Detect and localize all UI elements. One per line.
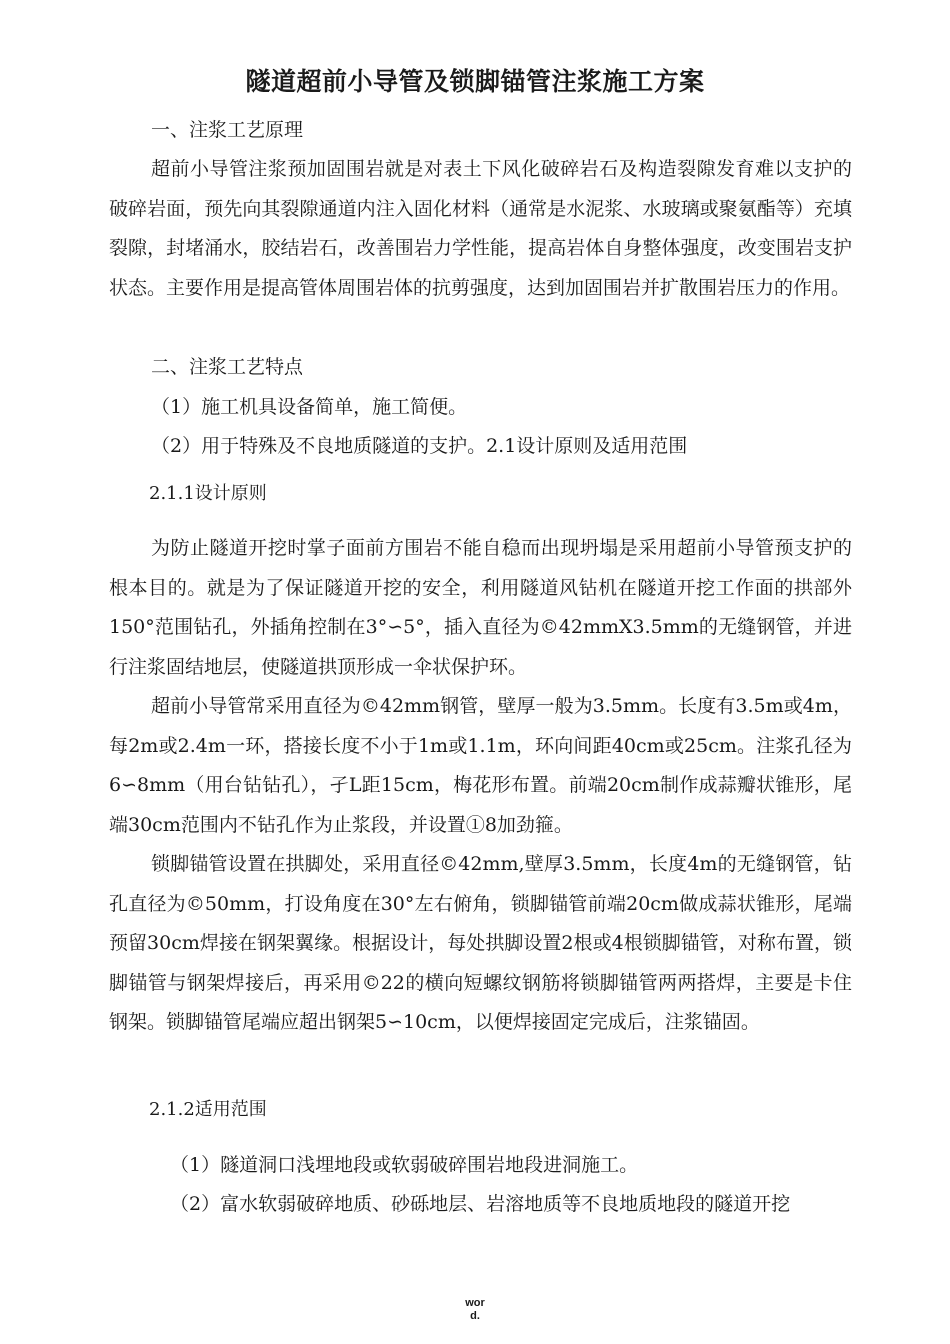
document-title: 隧道超前小导管及锁脚锚管注浆施工方案 [245, 67, 705, 96]
page-footer [0, 1297, 950, 1323]
subsection-2-1-1-paragraph-1: 为防止隧道开挖时掌子面前方围岩不能自稳而出现坍塌是采用超前小导管预支护的根本目的。就是为了保证隧道开挖的安全，利用隧道风钻机在隧道开挖工作面的拱部外150°范围钻孔，外插角控制在3°∽5°，插入直径为©42mmX3.5mm的无缝钢管，并进行注浆固结地层，使隧道拱顶形成一伞状保护环。 [109, 537, 852, 678]
subsection-2-1-2-item-2: （2）富水软弱破碎地质、砂砾地层、岩溶地质等不良地质地段的隧道开挖 [170, 1193, 791, 1215]
section2-item-2: （2）用于特殊及不良地质隧道的支护。2.1设计原则及适用范围 [151, 435, 688, 457]
section1-paragraph: 超前小导管注浆预加固围岩就是对表土下风化破碎岩石及构造裂隙发育难以支护的破碎岩面，预先向其裂隙通道内注入固化材料（通常是水泥浆、水玻璃或聚氨酯等）充填裂隙，封堵涌水，胶结岩石，改善围岩力学性能，提高岩体自身整体强度，改变围岩支护状态。主要作用是提高管体周围岩体的抗剪强度，达到加固围岩并扩散围岩压力的作用。 [109, 158, 852, 299]
footer-line-1: wor [465, 1297, 485, 1309]
subsection-2-1-2-heading: 2.1.2适用范围 [149, 1099, 267, 1120]
section2-item-1: （1）施工机具设备简单，施工简便。 [151, 396, 468, 418]
subsection-2-1-2-item-1: （1）隧道洞口浅埋地段或软弱破碎围岩地段进洞施工。 [170, 1154, 639, 1176]
section1-heading: 一、注浆工艺原理 [151, 119, 304, 141]
footer-line-2: d. [470, 1310, 480, 1322]
subsection-2-1-1-heading: 2.1.1设计原则 [149, 483, 267, 504]
subsection-2-1-1-paragraph-2: 超前小导管常采用直径为©42mm钢管，壁厚一般为3.5mm。长度有3.5m或4m，每2m或2.4m一环，搭接长度不小于1m或1.1m，环向间距40cm或25cm。注浆孔径为6∽8mm（用台钻钻孔），孑L距15cm，梅花形布置。前端20cm制作成蒜瓣状锥形，尾端30cm范围内不钻孔作为止浆段，并设置①8加劲箍。 [109, 695, 852, 836]
subsection-2-1-1-paragraph-3: 锁脚锚管设置在拱脚处，采用直径©42mm,壁厚3.5mm，长度4m的无缝钢管，钻孔直径为©50mm，打设角度在30°左右俯角，锁脚锚管前端20cm做成蒜状锥形，尾端预留30cm焊接在钢架翼缘。根据设计，每处拱脚设置2根或4根锁脚锚管，对称布置，锁脚锚管与钢架焊接后，再采用©22的横向短螺纹钢筋将锁脚锚管两两搭焊，主要是卡住钢架。锁脚锚管尾端应超出钢架5∽10cm，以便焊接固定完成后，注浆锚固。 [109, 853, 852, 1033]
section2-heading: 二、注浆工艺特点 [151, 356, 304, 378]
